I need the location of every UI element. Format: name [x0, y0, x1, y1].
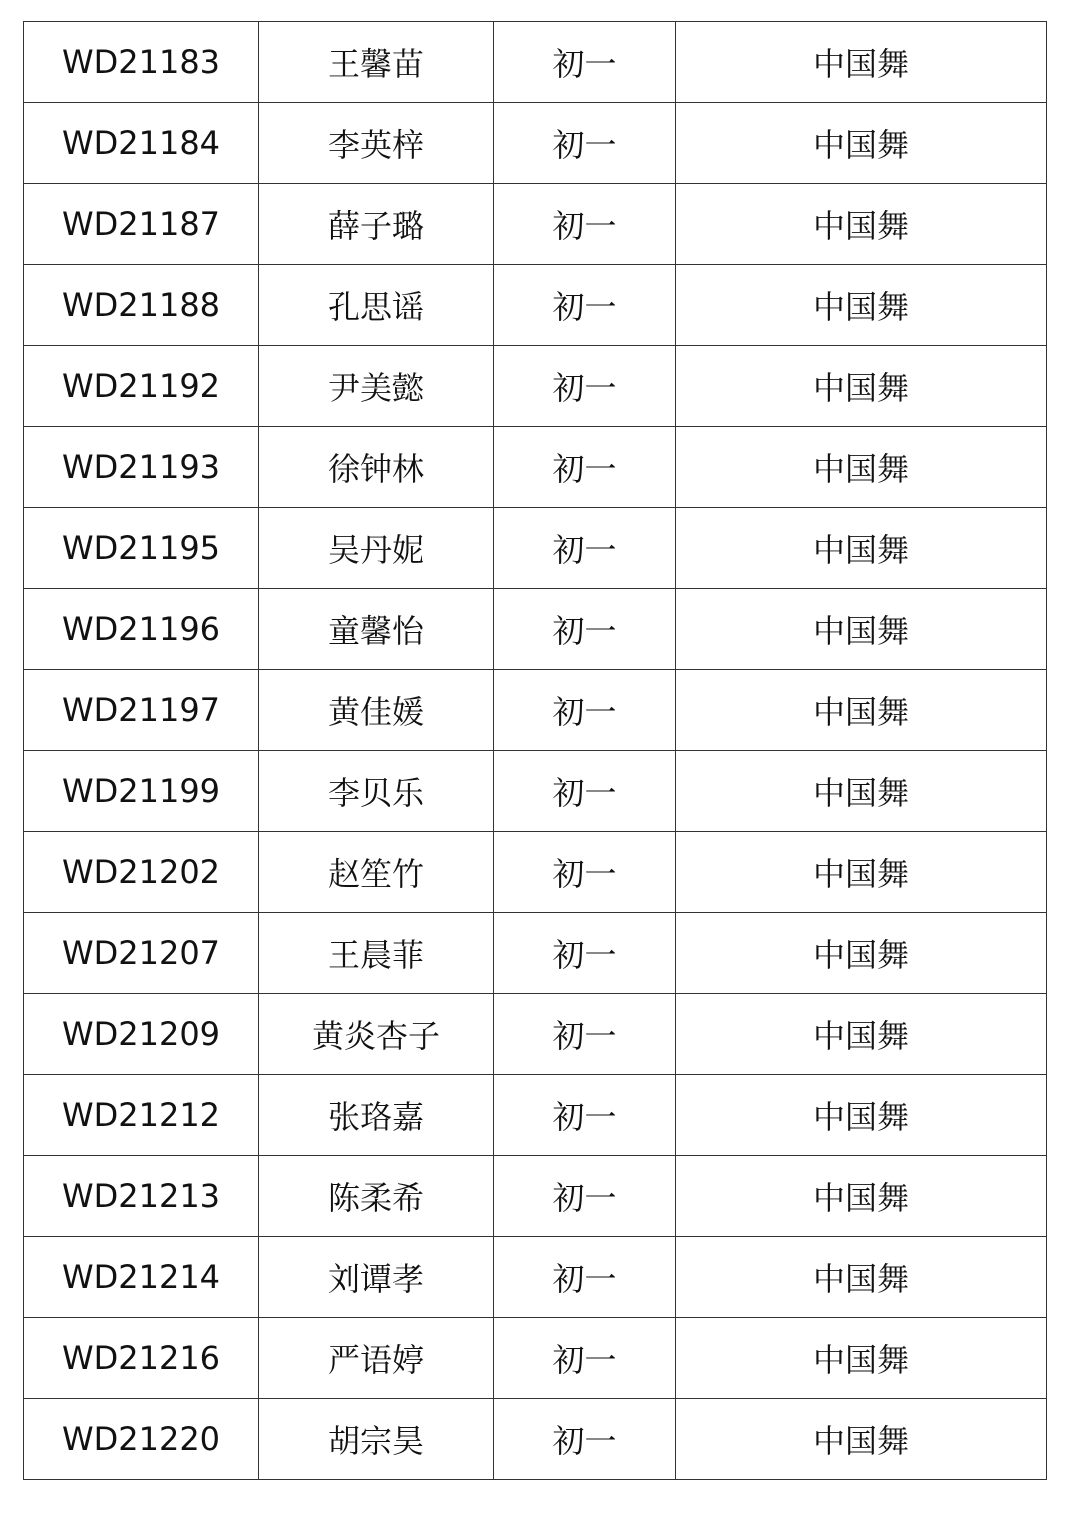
roster-table — [23, 21, 1047, 1480]
dance-category-cell: 中国舞 — [676, 427, 1047, 508]
table-row — [24, 913, 1047, 994]
dance-category-cell: 中国舞 — [676, 346, 1047, 427]
table-row — [24, 1399, 1047, 1480]
grade-cell: 初一 — [494, 1075, 676, 1156]
dance-category-cell: 中国舞 — [676, 670, 1047, 751]
student-id-cell: WD21183 — [24, 22, 259, 103]
grade-cell: 初一 — [494, 22, 676, 103]
grade-cell: 初一 — [494, 670, 676, 751]
student-id-cell: WD21195 — [24, 508, 259, 589]
student-id-cell: WD21184 — [24, 103, 259, 184]
student-name-cell: 严语婷 — [259, 1318, 494, 1399]
dance-category-cell: 中国舞 — [676, 1318, 1047, 1399]
student-id-cell: WD21188 — [24, 265, 259, 346]
table-row — [24, 1237, 1047, 1318]
table-row — [24, 832, 1047, 913]
table-row — [24, 508, 1047, 589]
student-name-cell: 童馨怡 — [259, 589, 494, 670]
grade-cell: 初一 — [494, 589, 676, 670]
student-id-cell: WD21209 — [24, 994, 259, 1075]
table-row — [24, 184, 1047, 265]
student-id-cell: WD21214 — [24, 1237, 259, 1318]
grade-cell: 初一 — [494, 508, 676, 589]
grade-cell: 初一 — [494, 265, 676, 346]
table-row — [24, 751, 1047, 832]
student-id-cell: WD21212 — [24, 1075, 259, 1156]
dance-category-cell: 中国舞 — [676, 1156, 1047, 1237]
table-row — [24, 1318, 1047, 1399]
dance-category-cell: 中国舞 — [676, 751, 1047, 832]
table-row — [24, 994, 1047, 1075]
student-id-cell: WD21187 — [24, 184, 259, 265]
table-row — [24, 427, 1047, 508]
table-row — [24, 22, 1047, 103]
dance-category-cell: 中国舞 — [676, 994, 1047, 1075]
student-name-cell: 胡宗昊 — [259, 1399, 494, 1480]
table-row — [24, 1075, 1047, 1156]
grade-cell: 初一 — [494, 1399, 676, 1480]
student-name-cell: 张珞嘉 — [259, 1075, 494, 1156]
student-name-cell: 徐钟林 — [259, 427, 494, 508]
student-name-cell: 黄佳媛 — [259, 670, 494, 751]
student-name-cell: 尹美懿 — [259, 346, 494, 427]
table-row — [24, 103, 1047, 184]
grade-cell: 初一 — [494, 103, 676, 184]
student-id-cell: WD21216 — [24, 1318, 259, 1399]
dance-category-cell: 中国舞 — [676, 589, 1047, 670]
student-id-cell: WD21192 — [24, 346, 259, 427]
student-id-cell: WD21220 — [24, 1399, 259, 1480]
table-row — [24, 1156, 1047, 1237]
student-name-cell: 王晨菲 — [259, 913, 494, 994]
grade-cell: 初一 — [494, 1318, 676, 1399]
grade-cell: 初一 — [494, 427, 676, 508]
student-id-cell: WD21196 — [24, 589, 259, 670]
grade-cell: 初一 — [494, 184, 676, 265]
student-name-cell: 陈柔希 — [259, 1156, 494, 1237]
student-name-cell: 李英梓 — [259, 103, 494, 184]
dance-category-cell: 中国舞 — [676, 103, 1047, 184]
student-id-cell: WD21199 — [24, 751, 259, 832]
student-name-cell: 吴丹妮 — [259, 508, 494, 589]
student-name-cell: 李贝乐 — [259, 751, 494, 832]
grade-cell: 初一 — [494, 1237, 676, 1318]
student-name-cell: 黄炎杏子 — [259, 994, 494, 1075]
dance-category-cell: 中国舞 — [676, 184, 1047, 265]
dance-category-cell: 中国舞 — [676, 508, 1047, 589]
table-row — [24, 589, 1047, 670]
student-name-cell: 刘谭孝 — [259, 1237, 494, 1318]
grade-cell: 初一 — [494, 832, 676, 913]
dance-category-cell: 中国舞 — [676, 265, 1047, 346]
student-name-cell: 孔思谣 — [259, 265, 494, 346]
grade-cell: 初一 — [494, 751, 676, 832]
student-name-cell: 王馨苗 — [259, 22, 494, 103]
dance-category-cell: 中国舞 — [676, 22, 1047, 103]
roster-table-body — [24, 22, 1047, 1480]
student-id-cell: WD21202 — [24, 832, 259, 913]
student-id-cell: WD21213 — [24, 1156, 259, 1237]
dance-category-cell: 中国舞 — [676, 913, 1047, 994]
table-row — [24, 670, 1047, 751]
student-name-cell: 薛子璐 — [259, 184, 494, 265]
table-row — [24, 265, 1047, 346]
grade-cell: 初一 — [494, 346, 676, 427]
dance-category-cell: 中国舞 — [676, 1075, 1047, 1156]
grade-cell: 初一 — [494, 913, 676, 994]
dance-category-cell: 中国舞 — [676, 1399, 1047, 1480]
student-name-cell: 赵笙竹 — [259, 832, 494, 913]
grade-cell: 初一 — [494, 994, 676, 1075]
student-id-cell: WD21197 — [24, 670, 259, 751]
grade-cell: 初一 — [494, 1156, 676, 1237]
dance-category-cell: 中国舞 — [676, 1237, 1047, 1318]
student-id-cell: WD21193 — [24, 427, 259, 508]
student-id-cell: WD21207 — [24, 913, 259, 994]
table-row — [24, 346, 1047, 427]
dance-category-cell: 中国舞 — [676, 832, 1047, 913]
